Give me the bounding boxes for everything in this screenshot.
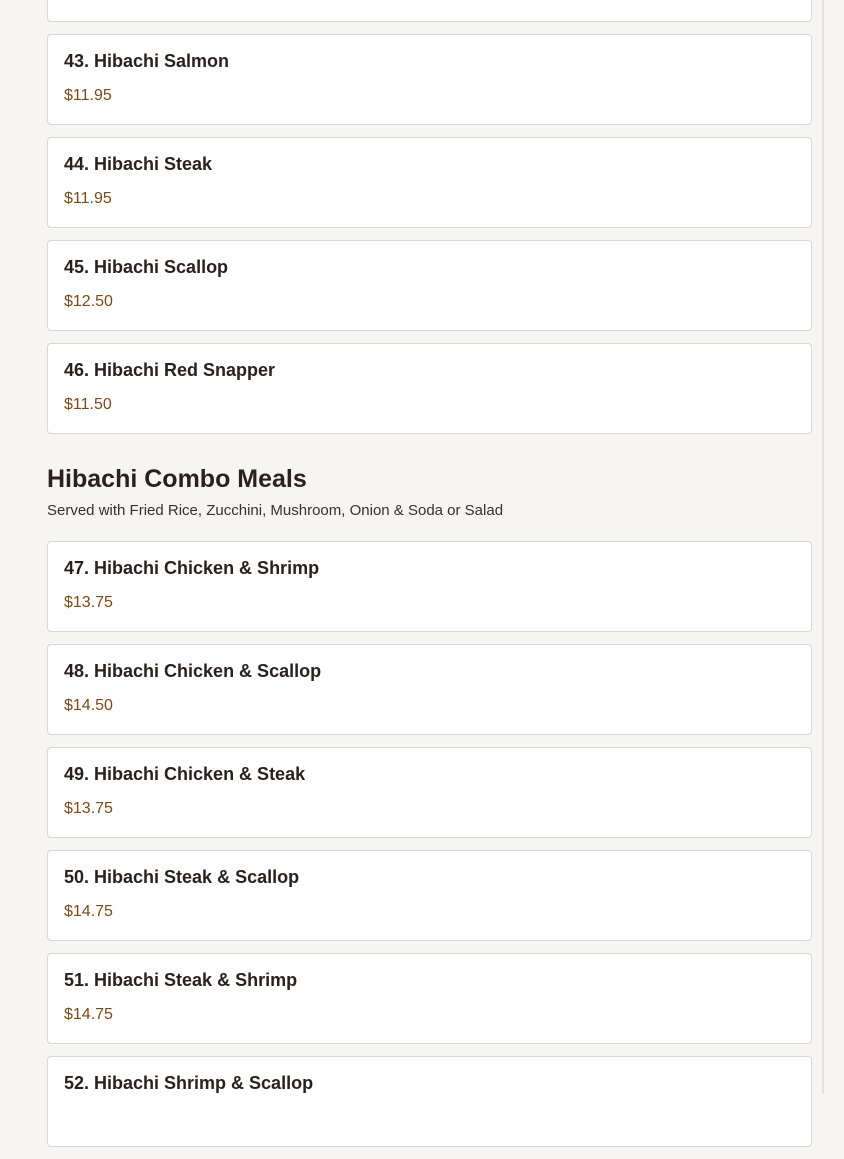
menu-item-price: $13.75 <box>64 800 113 817</box>
menu-item-card[interactable] <box>47 953 812 1044</box>
menu-item-name: 48. Hibachi Chicken & Scallop <box>64 661 322 681</box>
menu-item-price: $11.95 <box>64 190 112 207</box>
section-description: Served with Fried Rice, Zucchini, Mushroom, Onion & Soda or Salad <box>47 502 504 519</box>
menu-item-card[interactable] <box>47 343 812 434</box>
combo-section-header <box>47 463 812 521</box>
menu-item-card[interactable] <box>47 1056 812 1147</box>
menu-item-name: 50. Hibachi Steak & Scallop <box>64 867 300 887</box>
menu-item-card[interactable] <box>47 240 812 331</box>
menu-item-name: 49. Hibachi Chicken & Steak <box>64 764 306 784</box>
menu-item-card[interactable] <box>47 850 812 941</box>
menu-item-card[interactable] <box>47 541 812 632</box>
menu-item-price: $13.75 <box>64 594 113 611</box>
menu-item-card[interactable] <box>47 644 812 735</box>
scrollbar-divider <box>822 0 824 1094</box>
menu-item-card[interactable] <box>47 0 812 22</box>
menu-item-price: $11.50 <box>64 396 112 413</box>
section-title: Hibachi Combo Meals <box>47 465 307 493</box>
menu-item-name: 52. Hibachi Shrimp & Scallop <box>64 1073 314 1093</box>
menu-item-card[interactable] <box>47 747 812 838</box>
menu-item-name: 44. Hibachi Steak <box>64 154 213 174</box>
menu-item-name: 47. Hibachi Chicken & Shrimp <box>64 558 320 578</box>
menu-item-name: 51. Hibachi Steak & Shrimp <box>64 970 298 990</box>
menu-item-price: $11.95 <box>64 87 112 104</box>
menu-item-name: 46. Hibachi Red Snapper <box>64 360 276 380</box>
menu-content <box>47 0 812 1159</box>
menu-item-price: $14.75 <box>64 903 113 920</box>
menu-item-price: $14.75 <box>64 1006 113 1023</box>
menu-item-price: $14.50 <box>64 697 113 714</box>
menu-item-name: 45. Hibachi Scallop <box>64 257 229 277</box>
menu-item-card[interactable] <box>47 34 812 125</box>
menu-item-name: 43. Hibachi Salmon <box>64 51 230 71</box>
menu-item-card[interactable] <box>47 137 812 228</box>
menu-item-price: $12.50 <box>64 293 113 310</box>
